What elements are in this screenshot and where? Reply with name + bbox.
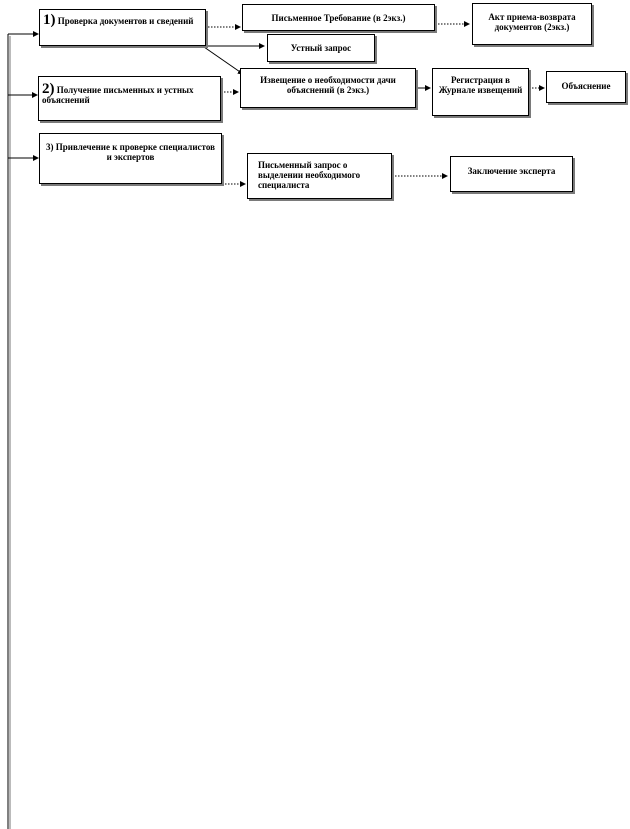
notice-box (240, 68, 416, 108)
oral-request-box (267, 34, 375, 62)
written-demand-text: Письменное Требование (в 2экз.) (271, 13, 406, 23)
step2-text: Получение письменных и устных объяснений (42, 85, 194, 105)
notice-text: Извещение о необходимости дачи объяснений (в 2экз.) (260, 75, 396, 95)
arrow-step1-notice (204, 47, 243, 74)
step2-number: 2) (42, 81, 55, 97)
step3-number: 3) (46, 142, 54, 152)
explanation-box (546, 71, 626, 103)
step3-box (39, 133, 222, 184)
step2-box (38, 76, 221, 121)
act-transfer-text: Акт приема-возврата документов (2экз.) (488, 12, 576, 32)
step1-box (39, 9, 206, 46)
explanation-text: Объяснение (561, 81, 611, 91)
step3-text: Привлечение к проверке специалистов и экспертов (55, 142, 215, 162)
expert-conclusion-text: Заключение эксперта (467, 166, 556, 176)
written-request-specialist-box (247, 153, 392, 199)
registration-box (432, 68, 529, 116)
registration-text: Регистрация в Журнале извещений (438, 75, 523, 95)
step1-text: Проверка документов и сведений (57, 16, 194, 26)
step1-number: 1) (43, 12, 56, 28)
act-transfer-box (472, 3, 592, 45)
written-request-specialist-text: Письменный запрос о выделении необходимого специалиста (258, 160, 361, 190)
expert-conclusion-box (450, 156, 573, 192)
written-demand-box (242, 4, 435, 31)
oral-request-text: Устный запрос (290, 43, 352, 53)
